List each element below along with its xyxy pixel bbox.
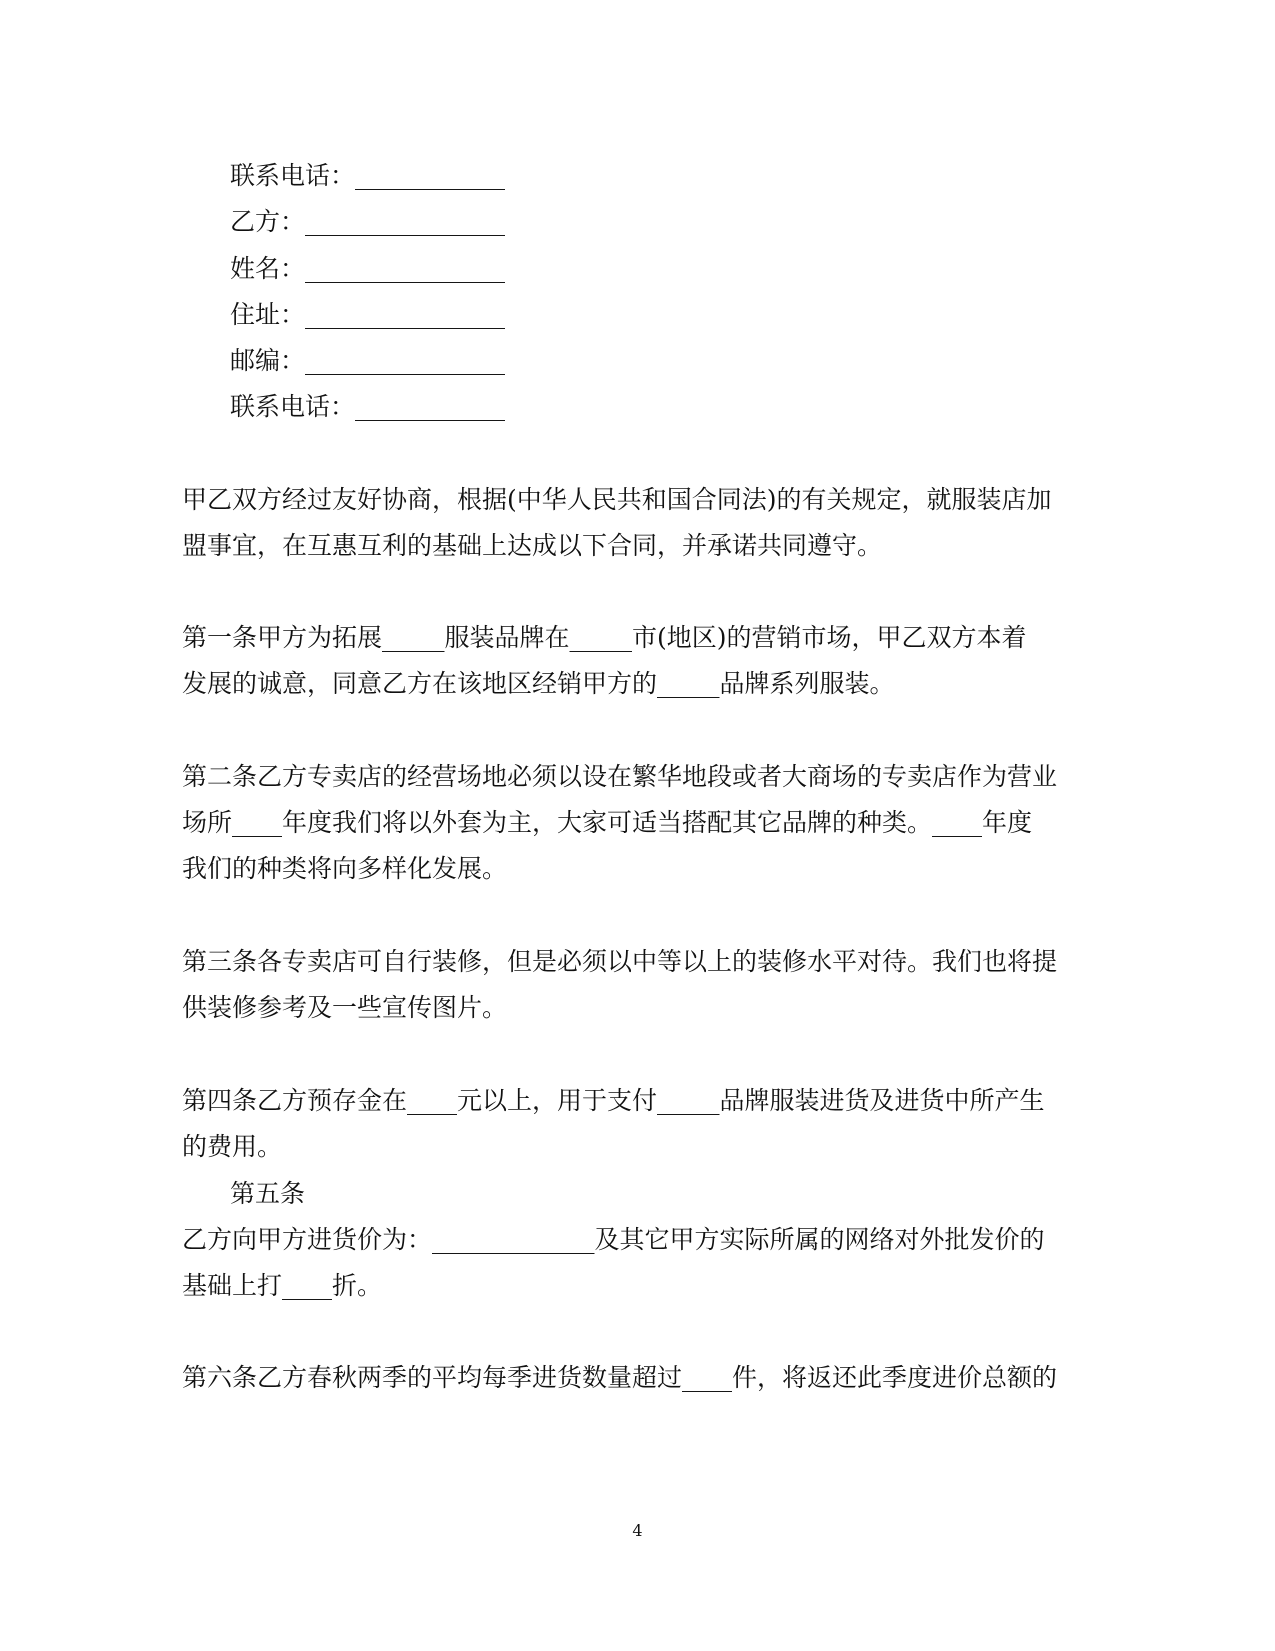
article-4-line-2: 的费用。 [182, 1132, 283, 1161]
party-b-address-line: 住址：________________ [230, 300, 506, 329]
article-5-heading: 第五条 [230, 1179, 306, 1208]
party-b-postcode-line: 邮编：________________ [230, 346, 506, 375]
party-b-label: 乙方：________________ [230, 207, 506, 236]
article-2-line-3: 我们的种类将向多样化发展。 [182, 854, 508, 883]
party-b-phone-line: 联系电话：____________ [230, 392, 506, 421]
article-4-line-1: 第四条乙方预存金在____元以上，用于支付_____品牌服装进货及进货中所产生 [182, 1086, 1045, 1115]
article-2-line-1: 第二条乙方专卖店的经营场地必须以设在繁华地段或者大商场的专卖店作为营业 [182, 762, 1058, 791]
party-a-phone-line: 联系电话：____________ [230, 161, 506, 190]
article-3-line-1: 第三条各专卖店可自行装修，但是必须以中等以上的装修水平对待。我们也将提 [182, 947, 1058, 976]
page-number: 4 [632, 1521, 643, 1540]
article-5-line-2: 基础上打____折。 [182, 1271, 383, 1300]
article-6-line-1: 第六条乙方春秋两季的平均每季进货数量超过____件，将返还此季度进价总额的 [182, 1363, 1058, 1392]
article-3-line-2: 供装修参考及一些宣传图片。 [182, 993, 508, 1022]
article-2-line-2: 场所____年度我们将以外套为主，大家可适当搭配其它品牌的种类。____年度 [182, 808, 1033, 837]
article-5-line-1: 乙方向甲方进货价为：_____________及其它甲方实际所属的网络对外批发价的 [182, 1225, 1045, 1254]
article-1-line-1: 第一条甲方为拓展_____服装品牌在_____市(地区)的营销市场，甲乙双方本着 [182, 623, 1027, 652]
preamble-line-2: 盟事宜，在互惠互利的基础上达成以下合同，并承诺共同遵守。 [182, 531, 883, 560]
preamble-line-1: 甲乙双方经过友好协商，根据(中华人民共和国合同法)的有关规定，就服装店加 [182, 485, 1052, 514]
party-b-name-line: 姓名：________________ [230, 254, 506, 283]
article-1-line-2: 发展的诚意，同意乙方在该地区经销甲方的_____品牌系列服装。 [182, 669, 895, 698]
